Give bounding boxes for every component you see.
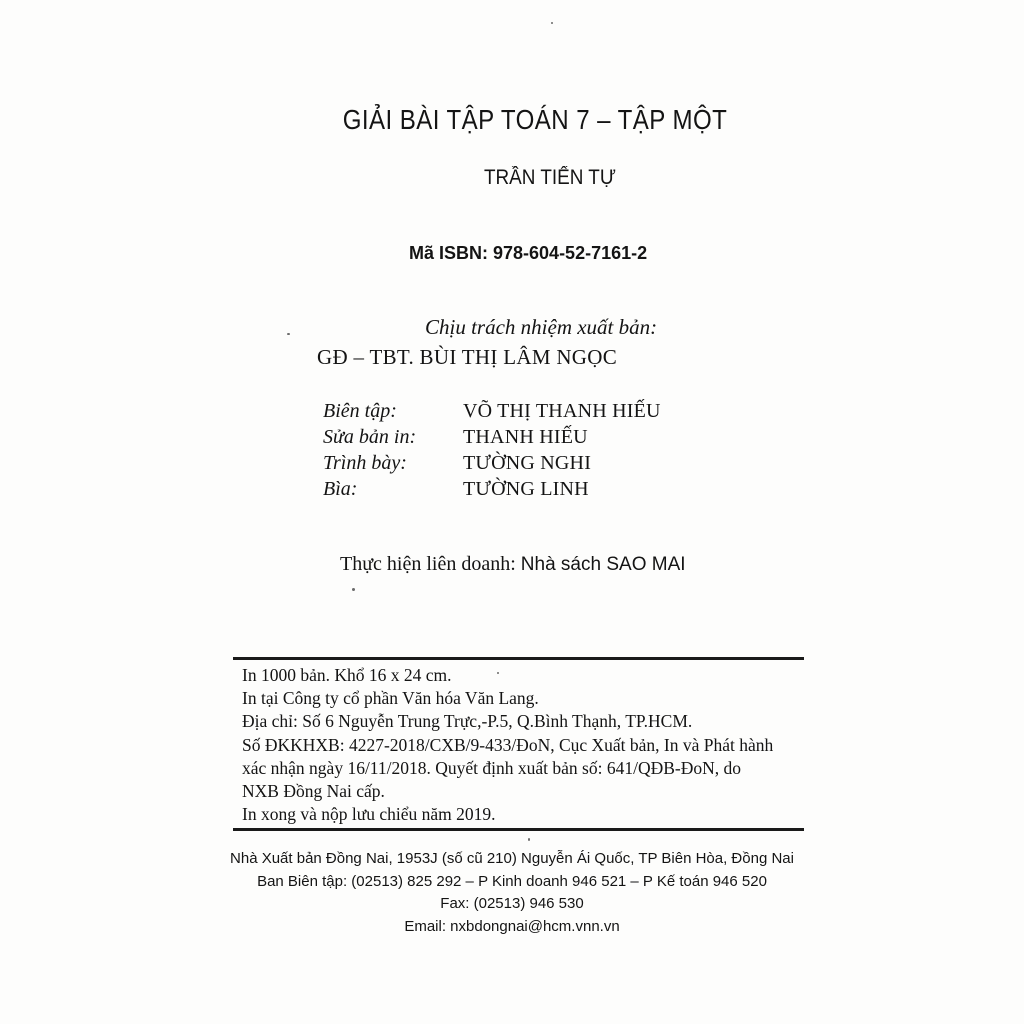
book-author: TRẦN TIẾN TỰ <box>483 166 616 189</box>
credit-role: Biên tập: <box>323 400 397 422</box>
credit-row <box>323 424 661 450</box>
publisher-info <box>0 848 1024 938</box>
colophon-line: NXB Đồng Nai cấp. <box>242 780 385 801</box>
joint-venture-partner: Nhà sách SAO MAI <box>520 554 686 575</box>
scan-speck <box>528 838 530 841</box>
colophon-block <box>242 664 773 826</box>
responsibility-name: GĐ – TBT. BÙI THỊ LÂM NGỌC <box>317 345 618 369</box>
scan-speck <box>497 672 499 674</box>
colophon-line: In tại Công ty cổ phần Văn hóa Văn Lang. <box>242 688 539 709</box>
credit-role: Bìa: <box>323 478 358 500</box>
publisher-fax: Fax: (02513) 946 530 <box>440 895 584 912</box>
divider-bottom <box>233 828 804 831</box>
scan-speck <box>551 22 553 24</box>
scan-speck <box>352 588 355 591</box>
credit-row <box>323 450 661 476</box>
credit-name: THANH HIẾU <box>463 426 588 448</box>
publisher-email: Email: nxbdongnai@hcm.vnn.vn <box>404 917 620 935</box>
joint-venture-label: Thực hiện liên doanh: <box>340 553 516 575</box>
publisher-address: Nhà Xuất bản Đồng Nai, 1953J (số cũ 210) Nguyễn Ái Quốc, TP Biên Hòa, Đồng Nai <box>230 850 794 867</box>
scan-speck <box>287 333 290 335</box>
credit-name: VÕ THỊ THANH HIẾU <box>463 400 661 422</box>
publisher-phones: Ban Biên tập: (02513) 825 292 – P Kinh doanh 946 521 – P Kế toán 946 520 <box>257 872 767 890</box>
colophon-line: In xong và nộp lưu chiểu năm 2019. <box>242 804 496 825</box>
credit-row <box>323 398 661 424</box>
responsibility-heading: Chịu trách nhiệm xuất bản: <box>425 315 658 339</box>
joint-venture-line <box>340 553 686 576</box>
isbn-line: Mã ISBN: 978-604-52-7161-2 <box>409 243 648 263</box>
credit-name: TƯỜNG NGHI <box>463 452 592 474</box>
divider-top <box>233 657 804 660</box>
book-title: GIẢI BÀI TẬP TOÁN 7 – TẬP MỘT <box>342 104 728 135</box>
credit-name: TƯỜNG LINH <box>463 478 589 500</box>
colophon-line: Số ĐKKHXB: 4227-2018/CXB/9-433/ĐoN, Cục Xuất bản, In và Phát hành <box>242 734 774 755</box>
colophon-line: In 1000 bản. Khổ 16 x 24 cm. <box>242 665 452 685</box>
credit-role: Sửa bản in: <box>323 426 417 448</box>
credit-role: Trình bày: <box>323 452 407 474</box>
credits-list <box>323 398 661 502</box>
credit-row <box>323 476 661 502</box>
colophon-line: Địa chỉ: Số 6 Nguyễn Trung Trực,-P.5, Q.Bình Thạnh, TP.HCM. <box>242 711 693 732</box>
colophon-line: xác nhận ngày 16/11/2018. Quyết định xuất bản số: 641/QĐB-ĐoN, do <box>242 757 742 778</box>
